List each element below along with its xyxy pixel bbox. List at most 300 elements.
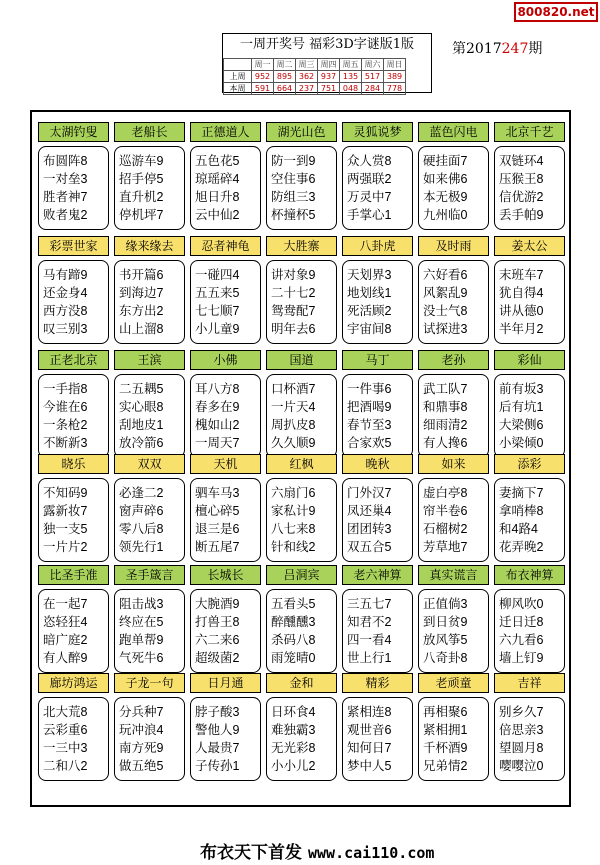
riddle-card	[190, 236, 261, 346]
riddle-line: 醉醺醺3	[271, 615, 316, 629]
riddle-line: 拿哨棒8	[499, 504, 544, 518]
riddle-author: 天机	[190, 454, 261, 474]
riddle-line: 试探进3	[423, 322, 468, 336]
riddle-line: 石榴树2	[423, 522, 468, 536]
riddle-author: 蓝色闪电	[418, 122, 489, 142]
riddle-body	[190, 260, 261, 344]
riddle-line: 檀心碎5	[195, 504, 240, 518]
riddle-card	[38, 350, 109, 460]
riddle-line: 一对垒3	[43, 172, 88, 186]
riddle-line: 六扇门6	[271, 486, 316, 500]
riddle-line: 合家欢5	[347, 436, 392, 450]
result-value: 135	[340, 71, 362, 83]
riddle-card	[38, 454, 109, 564]
riddle-line: 今谁在6	[43, 400, 88, 414]
riddle-body	[190, 697, 261, 781]
riddle-author: 长城长	[190, 565, 261, 585]
riddle-body	[38, 697, 109, 781]
riddle-line: 做五绝5	[119, 759, 164, 773]
riddle-author: 忍者神龟	[190, 236, 261, 256]
riddle-card	[266, 122, 337, 232]
riddle-line: 分兵种7	[119, 705, 164, 719]
result-value: 237	[296, 83, 318, 95]
riddle-line: 耳八方8	[195, 382, 240, 396]
riddle-author: 正老北京	[38, 350, 109, 370]
riddle-line: 到海边7	[119, 286, 164, 300]
table-row	[224, 83, 406, 95]
row-label: 本周	[224, 83, 252, 95]
riddle-author: 双双	[114, 454, 185, 474]
riddle-card	[342, 236, 413, 346]
result-value: 751	[318, 83, 340, 95]
riddle-body	[114, 146, 185, 230]
riddle-line: 一件事6	[347, 382, 392, 396]
riddle-author: 布衣神算	[494, 565, 565, 585]
riddle-line: 五五来5	[195, 286, 240, 300]
riddle-line: 一条枪2	[43, 418, 88, 432]
riddle-card	[494, 122, 565, 232]
corner-cell	[224, 59, 252, 71]
riddle-line: 后有坑1	[499, 400, 544, 414]
result-value: 517	[362, 71, 384, 83]
riddle-line: 还金身4	[43, 286, 88, 300]
riddle-line: 大腕酒9	[195, 597, 240, 611]
riddle-body	[494, 374, 565, 458]
riddle-line: 跑单帮9	[119, 633, 164, 647]
issue-label	[452, 38, 542, 58]
weekly-results-table	[223, 58, 406, 95]
day-header: 周五	[340, 59, 362, 71]
riddle-line: 小梁倾0	[499, 436, 544, 450]
riddle-line: 兄弟情2	[423, 759, 468, 773]
day-header: 周三	[296, 59, 318, 71]
riddle-line: 山上溜8	[119, 322, 164, 336]
result-value: 389	[384, 71, 406, 83]
result-value: 937	[318, 71, 340, 83]
riddle-line: 槐如山2	[195, 418, 240, 432]
riddle-line: 迁日迁8	[499, 615, 544, 629]
riddle-card	[190, 350, 261, 460]
riddle-card	[342, 454, 413, 564]
riddle-line: 硬挂面7	[423, 154, 468, 168]
riddle-line: 二和八2	[43, 759, 88, 773]
riddle-body	[266, 260, 337, 344]
riddle-body	[342, 146, 413, 230]
issue-number: 247	[501, 41, 529, 57]
riddle-line: 云中仙2	[195, 208, 240, 222]
riddle-author: 王滨	[114, 350, 185, 370]
riddle-line: 梦中人5	[347, 759, 392, 773]
riddle-author: 湖光山色	[266, 122, 337, 142]
riddle-line: 招手停5	[119, 172, 164, 186]
riddle-line: 武工队7	[423, 382, 468, 396]
riddle-line: 在一起7	[43, 597, 88, 611]
riddle-body	[266, 697, 337, 781]
riddle-line: 紧相连8	[347, 705, 392, 719]
riddle-line: 紧相拥1	[423, 723, 468, 737]
result-value: 778	[384, 83, 406, 95]
riddle-author: 如来	[418, 454, 489, 474]
riddle-line: 断五尾7	[195, 540, 240, 554]
riddle-line: 恣轻狂4	[43, 615, 88, 629]
riddle-line: 针和线2	[271, 540, 316, 554]
riddle-line: 知君不2	[347, 615, 392, 629]
riddle-line: 停机坪7	[119, 208, 164, 222]
puzzle-row	[38, 122, 565, 232]
riddle-line: 到日贫9	[423, 615, 468, 629]
riddle-line: 空住事6	[271, 172, 316, 186]
riddle-card	[38, 565, 109, 675]
riddle-card	[418, 350, 489, 460]
riddle-author: 精彩	[342, 673, 413, 693]
riddle-body	[266, 146, 337, 230]
riddle-line: 阻击战3	[119, 597, 164, 611]
riddle-line: 明年去6	[271, 322, 316, 336]
day-header: 周六	[362, 59, 384, 71]
riddle-line: 丢手帕9	[499, 208, 544, 222]
riddle-author: 子龙一句	[114, 673, 185, 693]
riddle-author: 八卦虎	[342, 236, 413, 256]
riddle-author: 真实谎言	[418, 565, 489, 585]
riddle-line: 大梁侧6	[499, 418, 544, 432]
riddle-line: 双五合5	[347, 540, 392, 554]
riddle-card	[266, 350, 337, 460]
issue-prefix: 第2017	[452, 41, 502, 57]
riddle-line: 打兽王8	[195, 615, 240, 629]
riddle-card	[266, 236, 337, 346]
riddle-line: 六九看6	[499, 633, 544, 647]
riddle-line: 千杯酒9	[423, 741, 468, 755]
riddle-card	[266, 673, 337, 783]
riddle-line: 刮地皮1	[119, 418, 164, 432]
riddle-line: 直升机2	[119, 190, 164, 204]
riddle-line: 一三中3	[43, 741, 88, 755]
riddle-line: 书开篇6	[119, 268, 164, 282]
riddle-line: 日环食4	[271, 705, 316, 719]
riddle-author: 老顽童	[418, 673, 489, 693]
result-value: 895	[274, 71, 296, 83]
riddle-line: 信优游2	[499, 190, 544, 204]
riddle-line: 小儿童9	[195, 322, 240, 336]
riddle-line: 防一到9	[271, 154, 316, 168]
riddle-line: 玩冲浪4	[119, 723, 164, 737]
riddle-author: 廊坊鸿运	[38, 673, 109, 693]
riddle-line: 五看头5	[271, 597, 316, 611]
riddle-line: 墙上钉9	[499, 651, 544, 665]
riddle-body	[266, 478, 337, 562]
result-value: 591	[252, 83, 274, 95]
day-header: 周二	[274, 59, 296, 71]
riddle-line: 虚白亭8	[423, 486, 468, 500]
riddle-card	[38, 673, 109, 783]
riddle-author: 正德道人	[190, 122, 261, 142]
puzzle-row	[38, 673, 565, 783]
riddle-line: 鸳鸯配7	[271, 304, 316, 318]
riddle-line: 前有坂3	[499, 382, 544, 396]
riddle-line: 七七顺7	[195, 304, 240, 318]
riddle-card	[114, 122, 185, 232]
riddle-line: 压猴王8	[499, 172, 544, 186]
riddle-line: 一片天4	[271, 400, 316, 414]
riddle-line: 团团转3	[347, 522, 392, 536]
riddle-line: 望圆月8	[499, 741, 544, 755]
riddle-line: 小小儿2	[271, 759, 316, 773]
riddle-author: 姜太公	[494, 236, 565, 256]
riddle-card	[494, 236, 565, 346]
riddle-line: 口杯酒7	[271, 382, 316, 396]
riddle-line: 叹三别3	[43, 322, 88, 336]
riddle-line: 死活顾2	[347, 304, 392, 318]
riddle-line: 久久顺9	[271, 436, 316, 450]
riddle-line: 别乡久7	[499, 705, 544, 719]
riddle-line: 天划界3	[347, 268, 392, 282]
riddle-author: 比圣手准	[38, 565, 109, 585]
riddle-line: 柳风吹0	[499, 597, 544, 611]
riddle-line: 不断新3	[43, 436, 88, 450]
riddle-card	[114, 673, 185, 783]
header-title: 一周开奖号 福彩3D字谜版1版	[239, 37, 415, 52]
riddle-line: 放风筝5	[423, 633, 468, 647]
riddle-card	[114, 454, 185, 564]
riddle-line: 倍思亲3	[499, 723, 544, 737]
riddle-body	[190, 589, 261, 673]
riddle-body	[38, 478, 109, 562]
riddle-line: 旭日升8	[195, 190, 240, 204]
riddle-line: 八七来8	[271, 522, 316, 536]
riddle-card	[114, 350, 185, 460]
riddle-line: 暗广庭2	[43, 633, 88, 647]
riddle-line: 讲从德0	[499, 304, 544, 318]
riddle-body	[418, 589, 489, 673]
riddle-line: 把酒喝9	[347, 400, 392, 414]
riddle-line: 春节至3	[347, 418, 392, 432]
riddle-body	[190, 374, 261, 458]
riddle-line: 如来佛6	[423, 172, 468, 186]
riddle-line: 三五七7	[347, 597, 392, 611]
riddle-card	[342, 565, 413, 675]
riddle-line: 云彩重6	[43, 723, 88, 737]
riddle-line: 独一支5	[43, 522, 88, 536]
riddle-line: 观世音6	[347, 723, 392, 737]
riddle-line: 有人醉9	[43, 651, 88, 665]
riddle-line: 领先行1	[119, 540, 164, 554]
riddle-line: 脖子酸3	[195, 705, 240, 719]
riddle-card	[266, 454, 337, 564]
riddle-line: 犹自得4	[499, 286, 544, 300]
riddle-line: 东方出2	[119, 304, 164, 318]
day-header: 周日	[384, 59, 406, 71]
riddle-author: 老孙	[418, 350, 489, 370]
riddle-card	[38, 236, 109, 346]
riddle-card	[190, 673, 261, 783]
riddle-line: 人最贵7	[195, 741, 240, 755]
riddle-card	[342, 122, 413, 232]
riddle-card	[190, 454, 261, 564]
riddle-line: 妻摘下7	[499, 486, 544, 500]
riddle-line: 五色花5	[195, 154, 240, 168]
riddle-body	[38, 260, 109, 344]
riddle-author: 圣手箴言	[114, 565, 185, 585]
riddle-card	[494, 565, 565, 675]
riddle-author: 大胜寨	[266, 236, 337, 256]
riddle-body	[38, 589, 109, 673]
riddle-line: 杀码八8	[271, 633, 316, 647]
riddle-author: 红枫	[266, 454, 337, 474]
riddle-card	[494, 673, 565, 783]
riddle-body	[494, 478, 565, 562]
riddle-line: 两强联2	[347, 172, 392, 186]
riddle-card	[114, 565, 185, 675]
riddle-line: 讲对象9	[271, 268, 316, 282]
riddle-line: 一片片2	[43, 540, 88, 554]
riddle-author: 缘来缘去	[114, 236, 185, 256]
riddle-body	[114, 589, 185, 673]
riddle-author: 国道	[266, 350, 337, 370]
day-header: 周一	[252, 59, 274, 71]
puzzle-row	[38, 236, 565, 346]
riddle-line: 正值倘3	[423, 597, 468, 611]
riddle-line: 南方死9	[119, 741, 164, 755]
riddle-body	[418, 374, 489, 458]
riddle-line: 芳草地7	[423, 540, 468, 554]
riddle-line: 二五耦5	[119, 382, 164, 396]
riddle-line: 凤还巢4	[347, 504, 392, 518]
riddle-card	[342, 673, 413, 783]
riddle-line: 零八后8	[119, 522, 164, 536]
riddle-line: 马有蹄9	[43, 268, 88, 282]
riddle-line: 胜者神7	[43, 190, 88, 204]
riddle-body	[38, 374, 109, 458]
riddle-line: 六二来6	[195, 633, 240, 647]
riddle-line: 警他人9	[195, 723, 240, 737]
riddle-card	[190, 565, 261, 675]
riddle-line: 露新妆7	[43, 504, 88, 518]
riddle-line: 终应在5	[119, 615, 164, 629]
result-value: 284	[362, 83, 384, 95]
riddle-body	[342, 478, 413, 562]
riddle-line: 一周天7	[195, 436, 240, 450]
riddle-line: 春多在9	[195, 400, 240, 414]
riddle-body	[114, 374, 185, 458]
riddle-line: 西方没8	[43, 304, 88, 318]
riddle-line: 末班车7	[499, 268, 544, 282]
riddle-author: 吉祥	[494, 673, 565, 693]
riddle-line: 一碰四4	[195, 268, 240, 282]
riddle-line: 气死牛6	[119, 651, 164, 665]
riddle-card	[494, 454, 565, 564]
riddle-author: 晚秋	[342, 454, 413, 474]
result-value: 048	[340, 83, 362, 95]
riddle-line: 杯撞杯5	[271, 208, 316, 222]
riddle-body	[38, 146, 109, 230]
riddle-card	[266, 565, 337, 675]
riddle-line: 半年月2	[499, 322, 544, 336]
riddle-line: 有人搀6	[423, 436, 468, 450]
riddle-body	[418, 260, 489, 344]
riddle-line: 再相聚6	[423, 705, 468, 719]
riddle-line: 布圆阵8	[43, 154, 88, 168]
draw-results-header	[222, 33, 432, 93]
riddle-body	[342, 589, 413, 673]
riddle-line: 必逢二2	[119, 486, 164, 500]
riddle-line: 败者鬼2	[43, 208, 88, 222]
riddle-body	[494, 146, 565, 230]
riddle-line: 子传孙1	[195, 759, 240, 773]
riddle-card	[114, 236, 185, 346]
riddle-line: 不知码9	[43, 486, 88, 500]
riddle-body	[114, 260, 185, 344]
riddle-line: 嘤嘤泣0	[499, 759, 544, 773]
day-header: 周四	[318, 59, 340, 71]
riddle-author: 老六神算	[342, 565, 413, 585]
riddle-line: 巡游车9	[119, 154, 164, 168]
riddle-line: 细雨清2	[423, 418, 468, 432]
riddle-body	[418, 478, 489, 562]
riddle-card	[418, 565, 489, 675]
riddle-line: 八奇卦8	[423, 651, 468, 665]
riddle-line: 宇宙间8	[347, 322, 392, 336]
riddle-body	[494, 589, 565, 673]
riddle-author: 小佛	[190, 350, 261, 370]
riddle-line: 放冷箭6	[119, 436, 164, 450]
riddle-author: 吕洞宾	[266, 565, 337, 585]
riddle-line: 家私计9	[271, 504, 316, 518]
footer	[200, 838, 434, 863]
riddle-line: 琼瑶碎4	[195, 172, 240, 186]
riddle-body	[342, 374, 413, 458]
riddle-body	[342, 697, 413, 781]
riddle-line: 周扒皮8	[271, 418, 316, 432]
footer-site: www.cai110.com	[308, 844, 435, 862]
riddle-author: 及时雨	[418, 236, 489, 256]
watermark: 800820.net	[514, 2, 598, 22]
riddle-body	[418, 146, 489, 230]
riddle-body	[114, 478, 185, 562]
riddle-card	[38, 122, 109, 232]
riddle-line: 驷车马3	[195, 486, 240, 500]
riddle-body	[342, 260, 413, 344]
riddle-author: 老船长	[114, 122, 185, 142]
riddle-body	[418, 697, 489, 781]
riddle-card	[190, 122, 261, 232]
result-value: 362	[296, 71, 318, 83]
riddle-author: 金和	[266, 673, 337, 693]
row-label: 上周	[224, 71, 252, 83]
riddle-line: 难独霸3	[271, 723, 316, 737]
riddle-line: 九州临0	[423, 208, 468, 222]
riddle-card	[494, 350, 565, 460]
riddle-line: 众人赏8	[347, 154, 392, 168]
riddle-line: 北大荒8	[43, 705, 88, 719]
riddle-line: 超级菌2	[195, 651, 240, 665]
result-value: 664	[274, 83, 296, 95]
riddle-line: 雨笼晴0	[271, 651, 316, 665]
riddle-card	[418, 454, 489, 564]
riddle-line: 实心眼8	[119, 400, 164, 414]
riddle-card	[418, 122, 489, 232]
riddle-line: 防组三3	[271, 190, 316, 204]
riddle-line: 一手指8	[43, 382, 88, 396]
riddle-author: 添彩	[494, 454, 565, 474]
riddle-body	[190, 146, 261, 230]
riddle-author: 太湖钓叟	[38, 122, 109, 142]
table-header-row	[224, 59, 406, 71]
puzzle-row	[38, 565, 565, 675]
riddle-line: 本无极9	[423, 190, 468, 204]
riddle-line: 退三是6	[195, 522, 240, 536]
riddle-line: 四一看4	[347, 633, 392, 647]
riddle-body	[266, 589, 337, 673]
